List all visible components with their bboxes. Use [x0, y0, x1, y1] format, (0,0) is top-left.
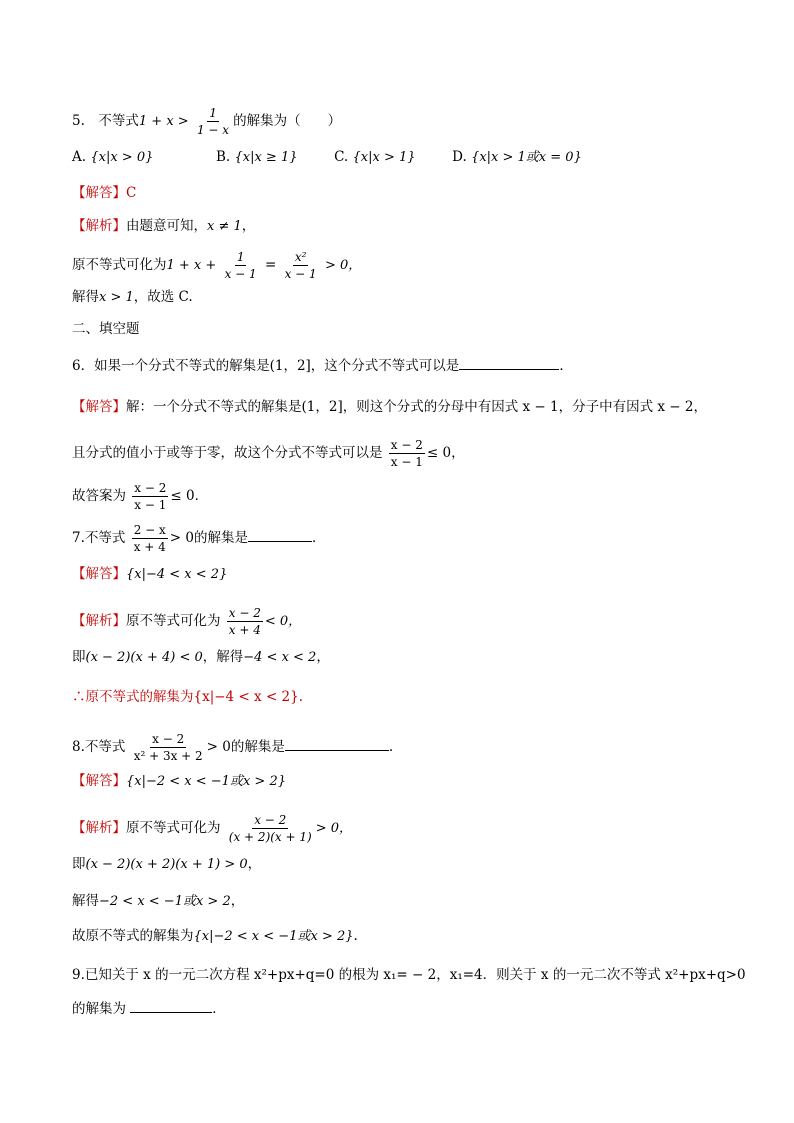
q5-analysis-line3 — [72, 288, 193, 307]
section-title: 二、填空题 — [72, 321, 140, 337]
analysis-math-end: > 0， — [324, 258, 362, 273]
option-letter: C. — [334, 149, 349, 165]
q8-analysis-line1 — [72, 813, 352, 844]
analysis-text: 解得 — [72, 893, 99, 909]
q9-stem-line2 — [72, 998, 226, 1018]
analysis-math: −4 < x < 2 — [243, 650, 317, 665]
frac-den: x² + 3x + 2 — [133, 749, 203, 763]
q8-analysis-fraction — [227, 813, 314, 844]
q6-answer-line3 — [72, 481, 208, 512]
q7-stem-end: ． — [311, 530, 326, 546]
answer-value: C — [126, 185, 137, 201]
q8-stem — [72, 732, 393, 763]
q9-answer-blank[interactable] — [130, 998, 212, 1013]
frac-num: x − 2 — [228, 606, 261, 620]
analysis-text-end: ， — [316, 649, 330, 665]
frac-den: x − 1 — [224, 267, 257, 281]
frac-num: x − 2 — [254, 813, 287, 827]
q5-option-d — [452, 149, 582, 165]
option-letter: A. — [72, 149, 87, 165]
answer-text-end: ≤ 0． — [170, 488, 209, 504]
q7-stem — [72, 523, 325, 554]
q8-analysis-line3 — [72, 892, 244, 911]
frac-num: x² — [294, 250, 307, 264]
q6-answer-blank[interactable] — [459, 355, 559, 370]
analysis-math: 1 + x + — [166, 258, 217, 273]
q8-analysis-line2 — [72, 855, 261, 874]
q7-fraction — [132, 523, 168, 554]
analysis-text: ，解得 — [202, 649, 244, 665]
q5-analysis-line2 — [72, 250, 361, 281]
q5-frac-den: 1 − x — [196, 123, 230, 137]
analysis-math: (x − 2)(x + 2)(x + 1) > 0 — [85, 857, 248, 872]
analysis-math-end: < 0， — [264, 614, 302, 629]
q7-stem-mid: > 0的解集是 — [169, 530, 248, 546]
option-text: {x|x > 1} — [352, 150, 416, 165]
frac-den: x − 1 — [390, 455, 423, 469]
frac-num: x − 2 — [134, 481, 167, 495]
q6-stem-end: ． — [559, 358, 573, 374]
analysis-tag: 【解析】 — [72, 613, 126, 629]
analysis-text: 原不等式可化为 — [126, 820, 221, 836]
option-letter: B. — [215, 149, 231, 165]
q8-answer-blank[interactable] — [285, 736, 389, 751]
q8-fraction — [132, 732, 205, 763]
answer-tag: 【解答】 — [72, 566, 126, 582]
answer-text: 故答案为 — [72, 488, 126, 504]
q5-option-b — [216, 149, 298, 165]
analysis-text-end: ， — [247, 856, 262, 872]
analysis-math: x ≠ 1 — [207, 219, 242, 234]
analysis-text-end: . — [353, 928, 358, 944]
frac-den: x − 1 — [284, 267, 317, 281]
q6-stem-text: 6．如果一个分式不等式的解集是(1，2]，这个分式不等式可以是 — [72, 358, 460, 374]
analysis-text-end: ， — [241, 218, 256, 234]
frac-num: x − 2 — [390, 438, 423, 452]
q5-answer — [72, 184, 136, 202]
q6-fraction-final — [132, 481, 168, 512]
q5-option-c — [334, 149, 415, 165]
q6-answer-line1 — [72, 398, 707, 416]
q6-answer-line2 — [72, 438, 465, 469]
q5-analysis-line1 — [72, 217, 255, 236]
q9-stem-line1: 9.已知关于 x 的一元二次方程 x²+px+q=0 的根为 x₁= − 2，x₁=4．则关于 x 的一元二次不等式 x²+px+q>0 — [72, 967, 746, 983]
analysis-text: 故原不等式的解集为 — [72, 928, 194, 944]
analysis-text-end: ， — [230, 893, 245, 909]
analysis-text-end: ，故选 C. — [133, 289, 193, 305]
answer-text-end: ≤ 0， — [426, 445, 465, 461]
q5-line2-frac2 — [283, 250, 319, 281]
frac-den: x + 4 — [228, 623, 261, 637]
q5-fraction — [195, 106, 231, 137]
analysis-text: 原不等式可化为 — [126, 613, 221, 629]
q7-analysis-line1 — [72, 606, 301, 637]
analysis-tag: 【解析】 — [72, 218, 126, 234]
q5-option-a — [72, 149, 153, 165]
q7-analysis-fraction — [227, 606, 263, 637]
q9-stem-text: 的解集为 — [72, 1001, 126, 1017]
q8-stem-mid: > 0的解集是 — [206, 739, 285, 755]
q5-line2-frac1 — [223, 250, 259, 281]
q8-answer — [72, 772, 286, 791]
analysis-text: 解得 — [72, 289, 99, 305]
answer-text: 解：一个分式不等式的解集是(1，2]，则这个分式的分母中有因式 x − 1，分子中有因式 x − 2， — [126, 399, 707, 415]
analysis-math: {x|−2 < x < −1或x > 2} — [193, 929, 354, 944]
analysis-math: (x − 2)(x + 4) < 0 — [85, 650, 203, 665]
analysis-text: 即 — [72, 856, 86, 872]
q8-stem-prefix: 8.不等式 — [72, 739, 126, 755]
q7-conclusion: ∴原不等式的解集为{x|−4 < x < 2}. — [72, 689, 304, 705]
analysis-text: 即 — [72, 649, 86, 665]
answer-tag: 【解答】 — [72, 185, 126, 201]
q7-analysis-line2 — [72, 648, 330, 667]
q5-stem-prefix: 5. 不等式 — [72, 113, 139, 129]
answer-tag: 【解答】 — [72, 399, 126, 415]
equals-sign: = — [264, 257, 277, 273]
analysis-text: 原不等式可化为 — [72, 257, 167, 273]
frac-num: 2 − x — [133, 523, 166, 537]
option-text: {x|x > 0} — [90, 150, 154, 165]
analysis-math-end: > 0， — [315, 821, 352, 836]
q5-options — [72, 148, 582, 167]
q7-answer — [72, 565, 227, 584]
answer-tag: 【解答】 — [72, 773, 126, 789]
answer-value: {x|−4 < x < 2} — [126, 567, 228, 582]
q7-stem-prefix: 7.不等式 — [72, 530, 126, 546]
q9-stem-end: ． — [212, 1001, 226, 1017]
frac-num: 1 — [236, 250, 245, 264]
analysis-text: 由题意可知， — [126, 218, 207, 234]
q5-frac-num: 1 — [209, 106, 217, 120]
frac-den: (x + 2)(x + 1) — [228, 830, 312, 844]
q8-stem-end: . — [388, 739, 394, 755]
analysis-math: −2 < x < −1或x > 2 — [99, 894, 231, 909]
answer-value: {x|−2 < x < −1或x > 2} — [126, 774, 286, 789]
frac-den: x − 1 — [134, 498, 167, 512]
q8-analysis-line4 — [72, 927, 358, 946]
option-text: {x|x > 1或x = 0} — [471, 150, 582, 165]
option-text: {x|x ≥ 1} — [234, 150, 298, 165]
answer-text: 且分式的值小于或等于零，故这个分式不等式可以是 — [72, 445, 383, 461]
q5-stem — [72, 106, 341, 137]
analysis-tag: 【解析】 — [72, 820, 126, 836]
q6-stem — [72, 355, 573, 375]
frac-den: x + 4 — [133, 540, 166, 554]
q5-stem-suffix: 的解集为（ ） — [233, 113, 342, 129]
analysis-math: x > 1 — [99, 290, 134, 305]
option-letter: D. — [452, 149, 467, 165]
frac-num: x − 2 — [152, 732, 185, 746]
q7-answer-blank[interactable] — [248, 527, 312, 542]
q6-fraction — [389, 438, 425, 469]
q5-stem-lhs: 1 + x > — [138, 114, 189, 129]
